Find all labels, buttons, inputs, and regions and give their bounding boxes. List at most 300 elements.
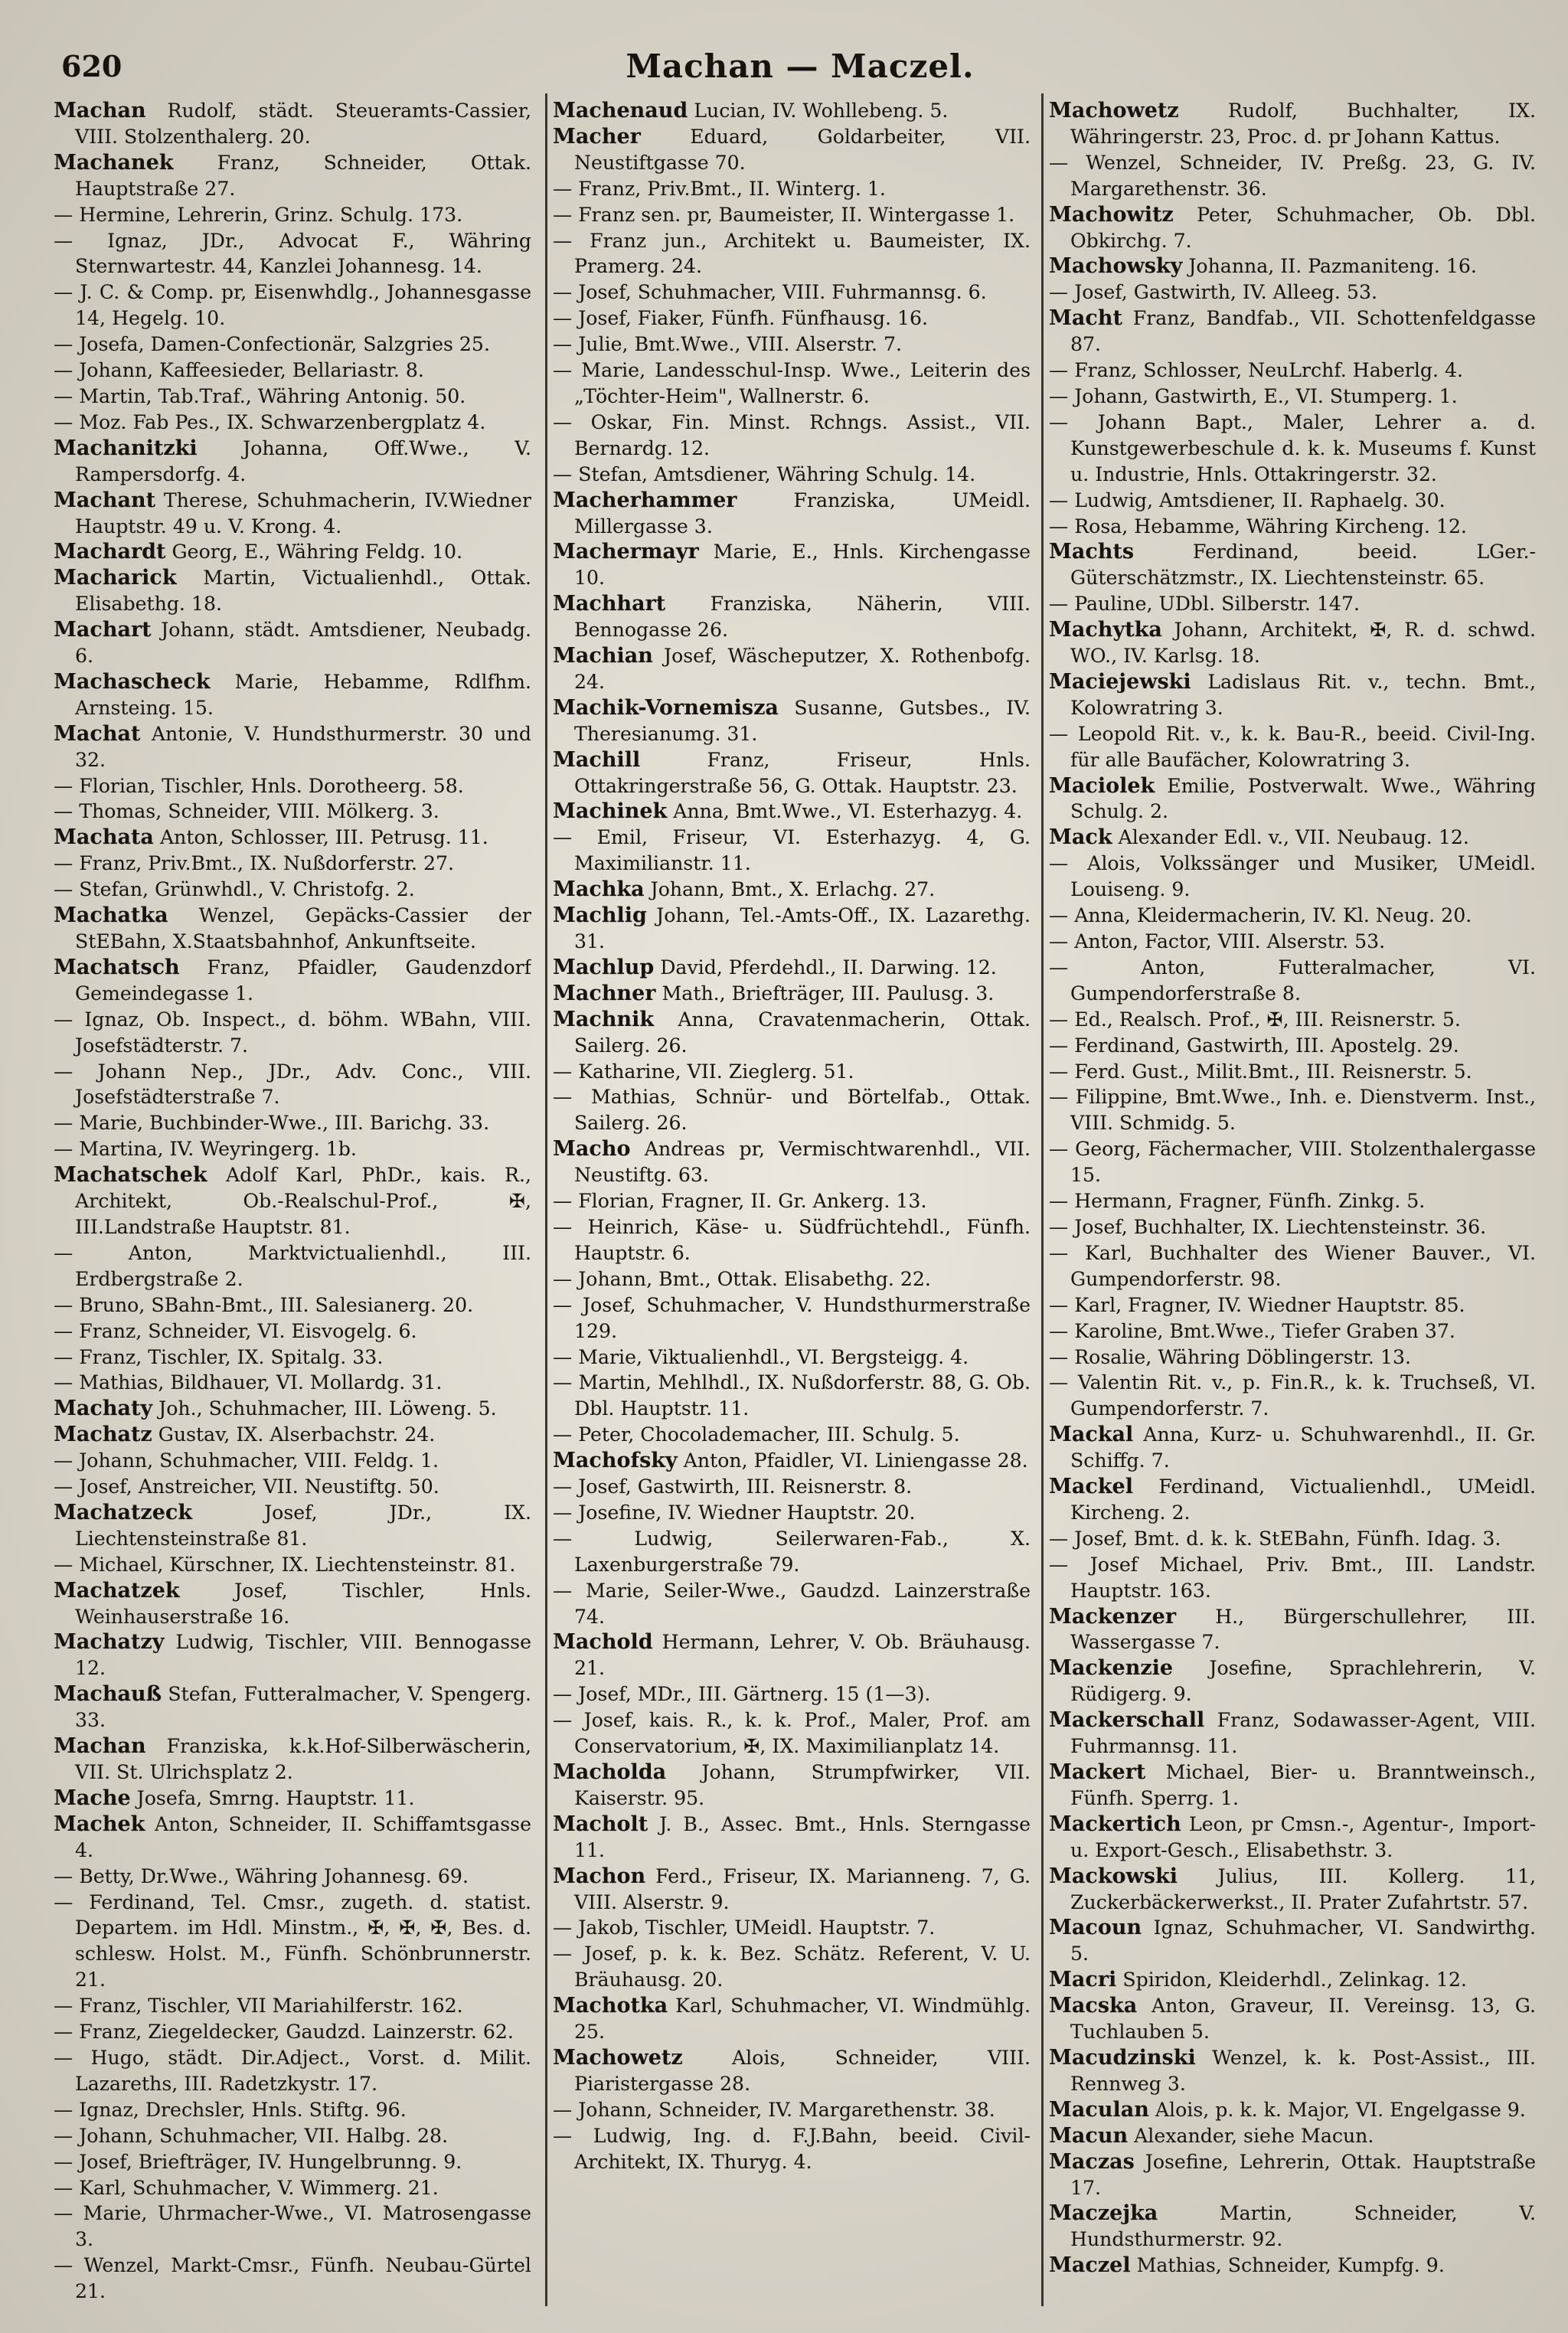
entry-details: Alois, Schneider, VIII. Piaristergasse 28.: [574, 2046, 1031, 2095]
directory-entry: [553, 591, 1031, 643]
entry-details: Tischler, IX. Spitalg. 33.: [148, 1345, 384, 1368]
entry-details: Hebamme, Währing Kircheng. 12.: [1134, 515, 1467, 538]
entry-details: Georg, E., Währing Feldg. 10.: [172, 541, 463, 564]
directory-entry: [1049, 903, 1536, 929]
column-1: [54, 98, 531, 2311]
entry-details: Tischler, UMeidl. Hauptstr. 7.: [645, 1916, 936, 1939]
entry-name: — Marie,: [553, 1345, 643, 1368]
entry-details: Fab Pes., IX. Schwarzenbergplatz 4.: [132, 410, 486, 433]
directory-entry: [54, 1786, 531, 1812]
directory-entry: [54, 384, 531, 410]
entry-name: Macher: [553, 124, 641, 149]
entry-details: Michael, Bier- u. Branntweinsch., Fünfh. Sperrg. 1.: [1070, 1761, 1536, 1809]
entry-details: Andreas pr, Vermischtwarenhdl., VII. Neustiftg. 63.: [574, 1138, 1031, 1187]
directory-entry: [54, 1136, 531, 1162]
directory-entry: [1049, 1760, 1536, 1812]
entry-details: Josef, Tischler, Hnls. Weinhauserstraße 16.: [75, 1579, 531, 1628]
entry-details: Alexander Edl. v., VII. Neubaug. 12.: [1118, 826, 1469, 849]
directory-entry: [54, 2253, 531, 2305]
entry-name: — Johann,: [54, 1449, 154, 1472]
entry-details: Schneider, VIII. Mölkerg. 3.: [168, 800, 439, 823]
directory-entry: [54, 877, 531, 903]
directory-entry: [54, 2045, 531, 2097]
directory-entry: [54, 669, 531, 721]
entry-name: Machauß: [54, 1682, 162, 1707]
entry-name: — Martina,: [54, 1138, 164, 1161]
directory-entry: [553, 410, 1031, 462]
directory-entry: [54, 1812, 531, 1864]
directory-entry: [553, 1266, 1031, 1292]
entry-details: Tel. Cmsr., zugeth. d. statist. Departem. im Hdl. Minstm., ✠, ✠, ✠, Bes. d. schlesw. Holst. M., Fünfh. Schönbrunnerstr. 21.: [75, 1890, 531, 1992]
entry-details: Markt-Cmsr., Fünfh. Neubau-Gürtel 21.: [75, 2254, 531, 2303]
entry-name: — Josef,: [553, 307, 632, 330]
entry-name: — J. C. & Comp.: [54, 281, 214, 304]
entry-name: — Josef,: [54, 1475, 132, 1498]
entry-name: — Ludwig,: [1049, 488, 1154, 511]
directory-entry: [54, 1007, 531, 1059]
entry-details: Schuhmacher, VII. Halbg. 28.: [159, 2124, 449, 2147]
entry-name: — Rosa,: [1049, 515, 1129, 538]
entry-details: Schuhmacher, V. Hundsthurmerstraße 129.: [574, 1293, 1031, 1342]
directory-entry: [553, 1681, 1031, 1707]
directory-entry: [54, 279, 531, 332]
directory-entry: [553, 1474, 1031, 1500]
directory-entry: [1049, 1864, 1536, 1916]
entry-details: Emilie, Postverwalt. Wwe., Währing Schulg. 2.: [1070, 774, 1536, 823]
entry-details: Schnür- und Börtelfab., Ottak. Sailerg. 26.: [574, 1086, 1031, 1135]
entry-details: Martin, Victualienhdl., Ottak. Elisabethg. 18.: [75, 567, 531, 616]
entry-details: Marie, E., Hnls. Kirchengasse 10.: [574, 541, 1031, 590]
entry-details: Schneider, IV. Margarethenstr. 38.: [658, 2098, 995, 2121]
directory-entry: [1049, 1915, 1536, 1967]
entry-name: — Mathias,: [54, 1371, 165, 1394]
entry-name: Machotka: [553, 1994, 668, 2018]
entry-details: Ludwig, Tischler, VIII. Bennogasse 12.: [75, 1631, 531, 1680]
column-rule: [545, 93, 547, 2306]
entry-name: Machant: [54, 488, 156, 512]
directory-entry: [1049, 929, 1536, 955]
directory-entry: [1049, 150, 1536, 202]
entry-details: UDbl. Silberstr. 147.: [1158, 593, 1360, 616]
entry-name: Machowetz: [553, 2045, 683, 2070]
entry-name: Machold: [553, 1630, 653, 1655]
entry-details: Fächermacher, VIII. Stolzenthalergasse 15.: [1070, 1138, 1536, 1187]
directory-entry: [54, 721, 531, 773]
entry-name: Maczejka: [1049, 2201, 1158, 2226]
entry-details: Nep., JDr., Adv. Conc., VIII. Josefstädterstraße 7.: [75, 1060, 531, 1109]
entry-details: Bapt., Maler, Lehrer a. d. Kunstgewerbeschule d. k. k. Museums f. Kunst u. Industrie, Hnls. Ottakringerstr. 32.: [1070, 410, 1536, 485]
entry-details: Franz, Sodawasser-Agent, VIII. Fuhrmannsg. 11.: [1070, 1709, 1536, 1758]
entry-details: Gustav, IX. Alserbachstr. 24.: [158, 1423, 436, 1446]
entry-name: — Alois,: [1049, 852, 1142, 875]
entry-name: Machatzeck: [54, 1500, 193, 1524]
entry-details: Schuhmacher, V. Wimmerg. 21.: [132, 2176, 439, 2199]
entry-name: Mackel: [1049, 1475, 1133, 1499]
directory-entry: [553, 306, 1031, 332]
directory-entry: [553, 1007, 1031, 1059]
entry-details: Bildhauer, VI. Mollardg. 31.: [170, 1371, 443, 1394]
entry-details: Ignaz, Schuhmacher, VI. Sandwirthg. 5.: [1070, 1916, 1536, 1965]
entry-details: Schlosser, NeuLrchf. Haberlg. 4.: [1143, 359, 1464, 382]
entry-name: — Franz,: [54, 2021, 142, 2044]
entry-details: Seilerwaren-Fab., X. Laxenburgerstraße 79.: [574, 1527, 1031, 1576]
directory-entry: [54, 1162, 531, 1240]
directory-entry: [553, 462, 1031, 488]
entry-details: Therese, Schuhmacherin, IV.Wiedner Hauptstr. 49 u. V. Krong. 4.: [75, 488, 531, 538]
directory-entry: [54, 1240, 531, 1292]
directory-entry: [1049, 669, 1536, 721]
directory-entry: [553, 643, 1031, 695]
entry-name: Machner: [553, 981, 656, 1005]
directory-entry: [54, 1059, 531, 1111]
entry-details: sen. pr, Baumeister, II. Wintergasse 1.: [641, 203, 1015, 226]
entry-details: Lucian, IV. Wohllebeng. 5.: [694, 100, 949, 122]
page-header: [54, 40, 1547, 93]
directory-entry: [54, 488, 531, 540]
directory-entry: [1049, 1007, 1536, 1033]
entry-name: — Katharine,: [553, 1060, 681, 1083]
directory-entry: [1049, 1812, 1536, 1864]
directory-entry: [54, 903, 531, 955]
entry-details: Math., Briefträger, III. Paulusg. 3.: [662, 982, 995, 1005]
entry-name: — Josef,: [553, 1683, 632, 1706]
entry-name: — Marie,: [54, 1112, 144, 1135]
entry-name: — Ignaz,: [54, 2098, 139, 2121]
entry-details: Schuhmacher, VIII. Feldg. 1.: [159, 1449, 439, 1472]
directory-entry: [553, 695, 1031, 747]
entry-name: Machanitzki: [54, 436, 198, 460]
directory-entry: [54, 799, 531, 825]
entry-name: — Franz,: [553, 177, 642, 200]
entry-name: — Ignaz,: [54, 1008, 145, 1031]
directory-entry: [1049, 306, 1536, 358]
entry-details: Josefine, Lehrerin, Ottak. Hauptstraße 17.: [1070, 2150, 1536, 2199]
entry-details: Tab.Traf., Währing Antonig. 50.: [158, 384, 466, 407]
directory-entry: [553, 981, 1031, 1007]
entry-name: — Franz,: [54, 1319, 142, 1342]
entry-details: VII. Zieglerg. 51.: [687, 1060, 854, 1083]
directory-entry: [54, 228, 531, 280]
entry-name: Machlup: [553, 955, 655, 979]
entry-details: Bmt.Wwe., Tiefer Graben 37.: [1169, 1319, 1455, 1342]
entry-name: — Stefan,: [553, 462, 648, 485]
entry-details: Johann, Bmt., X. Erlachg. 27.: [650, 878, 936, 901]
directory-entry: [1049, 488, 1536, 514]
directory-entry: [1049, 514, 1536, 540]
directory-entry: [553, 1864, 1031, 1916]
entry-details: Chocolademacher, III. Schulg. 5.: [640, 1423, 960, 1446]
directory-entry: [54, 1864, 531, 1890]
entry-name: — Franz,: [54, 852, 142, 875]
directory-entry: [1049, 2097, 1536, 2123]
entry-name: Mackowski: [1049, 1864, 1178, 1888]
entry-details: Landesschul-Insp. Wwe., Leiterin des „Töchter-Heim", Wallnerstr. 6.: [574, 359, 1031, 407]
entry-details: Franziska, k.k.Hof-Silberwäscherin, VII. St. Ulrichsplatz 2.: [75, 1735, 531, 1783]
entry-details: Fragner, Fünfh. Zinkg. 5.: [1178, 1190, 1426, 1213]
directory-entry: [553, 1059, 1031, 1085]
entry-name: — Mathias,: [553, 1086, 677, 1109]
entry-name: Machian: [553, 644, 653, 668]
directory-entry: [1049, 253, 1536, 279]
entry-details: Alois, p. k. k. Major, VI. Engelgasse 9.: [1155, 2098, 1526, 2121]
entry-name: Machatka: [54, 903, 168, 928]
entry-name: — Valentin: [1049, 1371, 1158, 1394]
directory-entry: [54, 1396, 531, 1422]
entry-details: Joh., Schuhmacher, III. Löweng. 5.: [158, 1397, 497, 1420]
entry-name: — Franz,: [54, 1995, 142, 2018]
entry-details: Schneider, VI. Eisvogelg. 6.: [148, 1319, 417, 1342]
entry-details: Tischler, VII Mariahilferstr. 162.: [148, 1995, 463, 2018]
directory-entry: [1049, 1993, 1536, 2045]
entry-details: Priv.Bmt., IX. Nußdorferstr. 27.: [148, 852, 455, 875]
entry-name: Machanek: [54, 150, 174, 175]
directory-entry: [553, 955, 1031, 981]
entry-details: Gastwirth, E., VI. Stumperg. 1.: [1155, 384, 1458, 407]
entry-name: Machat: [54, 721, 141, 746]
directory-entry: [1049, 1526, 1536, 1552]
entry-name: — Anton,: [1049, 930, 1139, 952]
entry-details: Ferdinand, Victualienhdl., UMeidl. Kircheng. 2.: [1070, 1475, 1536, 1524]
directory-entry: [553, 2123, 1031, 2175]
entry-details: jun., Architekt u. Baumeister, IX. Pramerg. 24.: [574, 229, 1031, 278]
entry-details: Schneider, IV. Preßg. 23, G. IV. Margarethenstr. 36.: [1070, 151, 1536, 200]
entry-name: — Josef,: [553, 1293, 636, 1316]
entry-details: Rit. v., p. Fin.R., k. k. Truchseß, VI. Gumpendorferstr. 7.: [1070, 1371, 1536, 1420]
entry-details: Bmt., Ottak. Elisabethg. 22.: [658, 1267, 931, 1290]
directory-entry: [553, 1214, 1031, 1266]
directory-entry: [1049, 384, 1536, 410]
entry-name: — Wenzel,: [54, 2254, 160, 2277]
entry-details: Spiridon, Kleiderhdl., Zelinkag. 12.: [1122, 1969, 1467, 1992]
entry-details: Anstreicher, VII. Neustiftg. 50.: [138, 1475, 439, 1498]
entry-name: — Ignaz,: [54, 229, 168, 252]
entry-name: Maculan: [1049, 2097, 1149, 2122]
entry-name: Mackerschall: [1049, 1708, 1205, 1733]
entry-name: Machts: [1049, 540, 1135, 564]
entry-name: Machatschek: [54, 1163, 207, 1188]
entry-name: Machata: [54, 825, 154, 850]
directory-entry: [553, 228, 1031, 280]
entry-name: Machenaud: [553, 99, 688, 123]
entry-name: — Jakob,: [553, 1916, 639, 1939]
directory-entry: [553, 1526, 1031, 1578]
entry-name: — Josef,: [553, 1709, 638, 1732]
entry-name: Maczas: [1049, 2149, 1135, 2174]
entry-details: kais. R., k. k. Prof., Maler, Prof. am Conservatorium, ✠, IX. Maximilianplatz 14.: [574, 1709, 1031, 1758]
directory-entry: [54, 1993, 531, 2019]
entry-details: Anna, Bmt.Wwe., VI. Esterhazyg. 4.: [673, 800, 1023, 823]
entry-details: Seiler-Wwe., Gaudzd. Lainzerstraße 74.: [574, 1579, 1031, 1628]
entry-name: — Josef,: [54, 2150, 132, 2173]
entry-details: Damen-Confectionär, Salzgries 25.: [150, 333, 490, 356]
directory-entry: [54, 358, 531, 384]
directory-entry: [1049, 773, 1536, 825]
entry-name: — Marie,: [54, 2202, 148, 2225]
entry-name: Mackertich: [1049, 1812, 1181, 1836]
entry-name: — Marie,: [553, 359, 646, 382]
entry-details: städt. Dir.Adject., Vorst. d. Milit. Lazareths, III. Radetzkystr. 17.: [75, 2046, 531, 2095]
directory-entry: [1049, 1084, 1536, 1136]
entry-name: Machardt: [54, 540, 166, 564]
directory-entry: [1049, 1188, 1536, 1214]
entry-name: — Johann,: [1049, 384, 1149, 407]
entry-details: Susanne, Gutsbes., IV. Theresianumg. 31.: [574, 696, 1031, 745]
entry-details: Mathias, Schneider, Kumpfg. 9.: [1136, 2254, 1445, 2277]
directory-entry: [54, 202, 531, 228]
entry-details: Bmt.Wwe., Inh. e. Dienstverm. Inst., VIII. Schmidg. 5.: [1070, 1086, 1536, 1135]
directory-entry: [553, 877, 1031, 903]
entry-details: Rudolf, Buchhalter, IX. Währingerstr. 23, Proc. d. pr Johann Kattus.: [1070, 100, 1536, 148]
entry-details: Factor, VIII. Alserstr. 53.: [1145, 930, 1386, 952]
directory-entry: [54, 1448, 531, 1474]
entry-details: Josef, Wäscheputzer, X. Rothenbofg. 24.: [574, 645, 1031, 693]
entry-name: — Josefa,: [54, 333, 145, 356]
entry-name: Machowetz: [1049, 99, 1179, 123]
entry-name: — Florian,: [553, 1190, 655, 1213]
directory-entry: [1049, 1604, 1536, 1656]
directory-entry: [1049, 591, 1536, 617]
entry-name: — Franz: [553, 203, 635, 226]
directory-entry: [553, 1500, 1031, 1526]
entry-name: — Ferdinand,: [1049, 1034, 1181, 1057]
entry-details: MDr., III. Gärtnerg. 15 (1—3).: [637, 1683, 931, 1706]
entry-name: Mackert: [1049, 1760, 1146, 1784]
entry-details: Priv.Bmt., II. Winterg. 1.: [647, 177, 886, 200]
entry-details: Wenzel, Gepäcks-Cassier der StEBahn, X.Staatsbahnhof, Ankunftseite.: [75, 904, 531, 952]
entry-name: Macholda: [553, 1760, 667, 1784]
entry-details: Michael, Priv. Bmt., III. Landstr. Hauptstr. 163.: [1070, 1553, 1536, 1602]
entry-name: Machytka: [1049, 618, 1162, 642]
entry-name: — Oskar,: [553, 410, 653, 433]
directory-entry: [1049, 617, 1536, 669]
entry-name: Machhart: [553, 592, 666, 616]
directory-entry: [553, 1941, 1031, 1993]
entry-name: — Josefine,: [553, 1501, 662, 1524]
directory-entry: [553, 1993, 1031, 2045]
directory-entry: [1049, 825, 1536, 851]
entry-details: SBahn-Bmt., III. Salesianerg. 20.: [151, 1293, 474, 1316]
directory-entry: [54, 1370, 531, 1396]
entry-details: Julius, III. Kollerg. 11, Zuckerbäckerwerkst., II. Prater Zufahrtstr. 57.: [1070, 1864, 1536, 1913]
directory-entry: [1049, 1370, 1536, 1422]
entry-details: Fragner, IV. Wiedner Hauptstr. 85.: [1128, 1293, 1465, 1316]
entry-details: Buchhalter des Wiener Bauver., VI. Gumpendorferstr. 98.: [1070, 1241, 1536, 1290]
entry-name: — Franz,: [1049, 359, 1138, 382]
entry-name: Machik-Vornemisza: [553, 695, 779, 720]
entry-details: Kleidermacherin, IV. Kl. Neug. 20.: [1136, 904, 1472, 927]
directory-entry: [54, 1552, 531, 1578]
entry-details: Buchhalter, IX. Liechtensteinstr. 36.: [1133, 1215, 1487, 1238]
entry-details: Anton, Pfaidler, VI. Liniengasse 28.: [683, 1449, 1028, 1472]
directory-entry: [1049, 851, 1536, 903]
entry-details: Realsch. Prof., ✠, III. Reisnerstr. 5.: [1119, 1008, 1461, 1031]
entry-details: Ferd., Friseur, IX. Marianneng. 7, G. VIII. Alserstr. 9.: [574, 1864, 1031, 1913]
directory-entry: [54, 410, 531, 436]
entry-name: Machowsky: [1049, 254, 1183, 279]
entry-details: Währing Döblingerstr. 13.: [1158, 1345, 1411, 1368]
directory-entry: [553, 2045, 1031, 2097]
entry-name: — Moz.: [54, 410, 127, 433]
directory-entry: [553, 1370, 1031, 1422]
entry-name: Macska: [1049, 1994, 1138, 2018]
directory-entry: [1049, 2149, 1536, 2201]
entry-name: Macoun: [1049, 1916, 1142, 1940]
entry-details: Johann, Architekt, ✠, R. d. schwd. WO., IV. Karlsg. 18.: [1070, 619, 1536, 668]
entry-name: — Wenzel,: [1049, 151, 1162, 174]
directory-entry: [54, 1890, 531, 1994]
entry-details: Hermann, Lehrer, V. Ob. Bräuhausg. 21.: [574, 1631, 1031, 1680]
entry-name: — Hermine,: [54, 203, 172, 226]
entry-name: Machan: [54, 1734, 146, 1759]
entry-name: Macun: [1049, 2123, 1129, 2148]
entry-name: — Pauline,: [1049, 593, 1153, 616]
directory-entry: [1049, 1422, 1536, 1474]
entry-details: Gastwirth, IV. Alleeg. 53.: [1133, 281, 1377, 304]
entry-details: Johanna, II. Pazmaniteng. 16.: [1188, 255, 1477, 278]
entry-details: Rudolf, städt. Steueramts-Cassier, VIII. Stolzenthalerg. 20.: [75, 100, 531, 148]
directory-entry: [1049, 1552, 1536, 1604]
entry-details: Anna, Cravatenmacherin, Ottak. Sailerg. 26.: [574, 1008, 1031, 1057]
directory-entry: [54, 1578, 531, 1630]
directory-entry: [54, 332, 531, 358]
entry-details: Ob. Inspect., d. böhm. WBahn, VIII. Josefstädterstr. 7.: [75, 1008, 531, 1057]
entry-name: Machka: [553, 877, 645, 902]
entry-details: Gastwirth, III. Apostelg. 29.: [1187, 1034, 1459, 1057]
directory-entry: [1049, 202, 1536, 254]
entry-name: — Ferd.: [1049, 1060, 1126, 1083]
entry-details: Leon, pr Cmsn.-, Agentur-, Import- u. Export-Gesch., Elisabethstr. 3.: [1070, 1812, 1536, 1861]
entry-name: — Betty,: [54, 1864, 135, 1887]
entry-details: JDr., Advocat F., Währing Sternwartestr. 44, Kanzlei Johannesg. 14.: [75, 229, 531, 278]
entry-name: — Martin,: [54, 384, 152, 407]
entry-details: Anna, Kurz- u. Schuhwarenhdl., II. Gr. Schiffg. 7.: [1070, 1423, 1536, 1472]
entry-details: Kaffeesieder, Bellariastr. 8.: [159, 359, 424, 382]
entry-name: — Ed.,: [1049, 1008, 1113, 1031]
entry-details: Stefan, Futteralmacher, V. Spengerg. 33.: [75, 1683, 531, 1732]
entry-details: Franziska, Näherin, VIII. Bennogasse 26.: [574, 593, 1031, 642]
directory-entry: [553, 1188, 1031, 1214]
directory-entry: [54, 2175, 531, 2201]
entry-name: Machascheck: [54, 669, 211, 694]
entry-details: Alexander, siehe Macun.: [1134, 2124, 1374, 2147]
entry-name: Machatz: [54, 1423, 152, 1447]
entry-name: — Heinrich,: [553, 1215, 680, 1238]
directory-entry: [553, 1084, 1031, 1136]
directory-entry: [1049, 1474, 1536, 1526]
entry-name: Machofsky: [553, 1449, 678, 1473]
entry-name: Macudzinski: [1049, 2045, 1196, 2070]
entry-details: Viktualienhdl., VI. Bergsteigg. 4.: [648, 1345, 969, 1368]
entry-details: pr, Eisenwhdlg., Johannesgasse 14, Hegelg. 10.: [75, 281, 531, 330]
entry-details: Franz, Bandfab., VII. Schottenfeldgasse 87.: [1070, 307, 1536, 356]
entry-details: Anton, Schlosser, III. Petrusg. 11.: [159, 826, 488, 849]
entry-name: — Johann,: [553, 1267, 653, 1290]
entry-details: Volkssänger und Musiker, UMeidl. Louiseng. 9.: [1070, 852, 1536, 901]
directory-entry: [1049, 98, 1536, 150]
directory-entry: [553, 98, 1031, 124]
directory-entry: [553, 1760, 1031, 1812]
entry-name: — Hugo,: [54, 2046, 150, 2069]
entry-name: Maczel: [1049, 2253, 1131, 2278]
entry-name: — Anton,: [54, 1241, 193, 1264]
entry-name: Macherhammer: [553, 488, 737, 512]
entry-details: Johann, städt. Amtsdiener, Neubadg. 6.: [75, 619, 531, 668]
directory-entry: [54, 1629, 531, 1681]
directory-entry: [553, 124, 1031, 176]
column-2: [553, 98, 1031, 2311]
directory-entry: [1049, 539, 1536, 591]
directory-entry: [553, 332, 1031, 358]
